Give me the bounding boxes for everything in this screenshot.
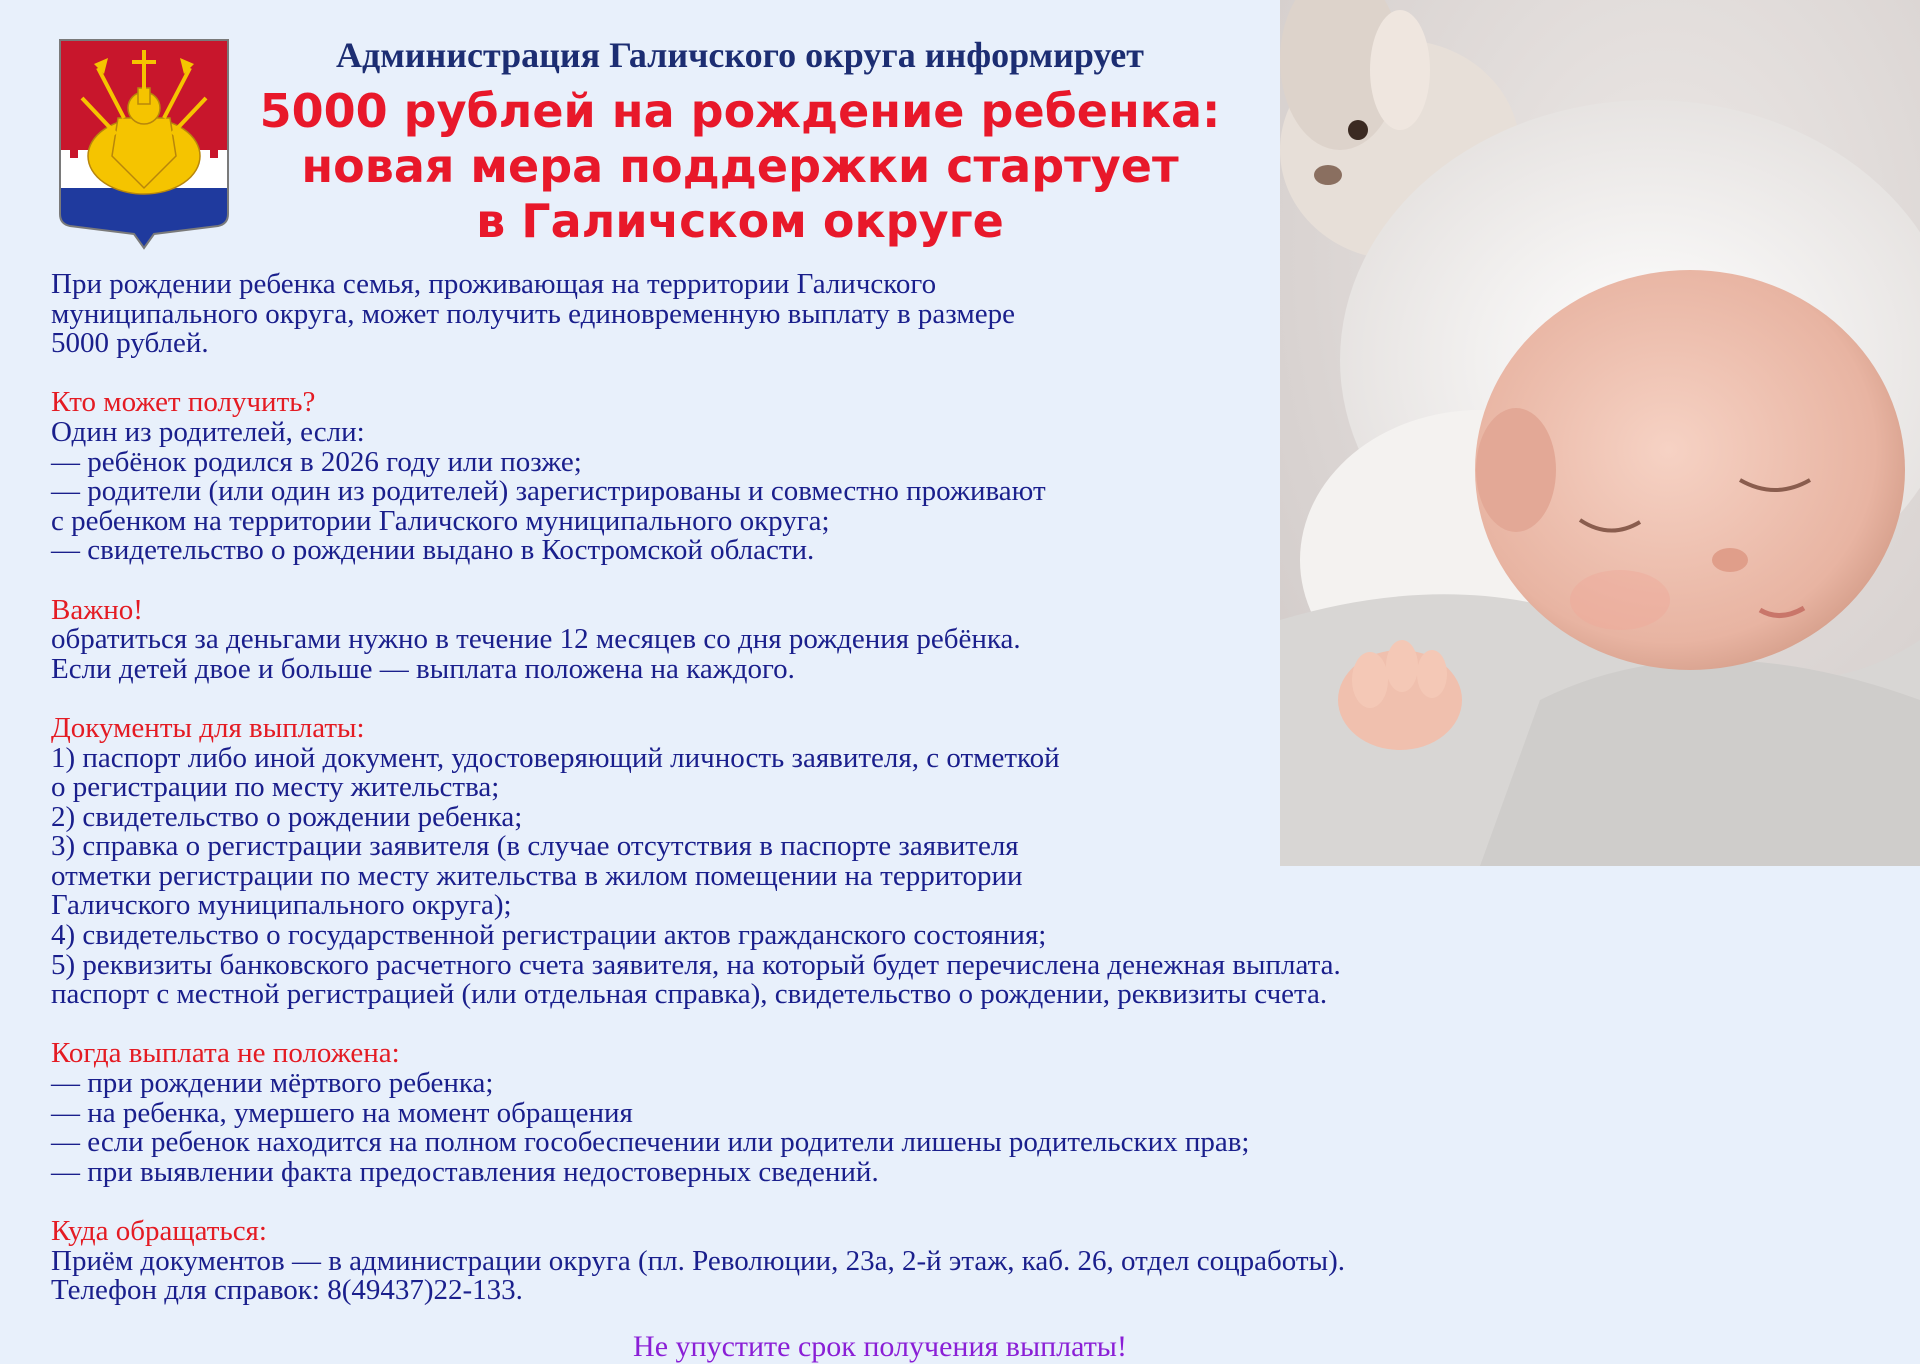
where-line: Приём документов — в администрации округа (пл. Революции, 23а, 2-й этаж, каб. 26, отдел соцработы).	[51, 1244, 1345, 1277]
section-title-documents: Документы для выплаты:	[51, 711, 365, 744]
notice-body	[51, 270, 1621, 1306]
footer-reminder: Не упустите срок получения выплаты!	[633, 1330, 1127, 1363]
documents-line: о регистрации по месту жительства;	[51, 771, 500, 804]
documents-line: 2) свидетельство о рождении ребенка;	[51, 800, 523, 833]
intro-line: 5000 рублей.	[51, 327, 209, 360]
who-line: Один из родителей, если:	[51, 415, 365, 448]
section-title-where: Куда обращаться:	[51, 1215, 267, 1247]
coat-of-arms-icon	[58, 38, 230, 252]
documents-line: отметки регистрации по месту жительства в жилом помещении на территории	[51, 859, 1023, 892]
documents-line: Галичского муниципального округа);	[51, 889, 512, 922]
documents-line: 4) свидетельство о государственной регистрации актов гражданского состояния;	[51, 919, 1047, 952]
intro-line: муниципального округа, может получить единовременную выплату в размере	[51, 297, 1015, 330]
documents-line: 5) реквизиты банковского расчетного счета заявителя, на который будет перечислена денежная выплата.	[51, 948, 1341, 981]
documents-line: 1) паспорт либо иной документ, удостоверяющий личность заявителя, с отметкой	[51, 741, 1060, 774]
who-line: — ребёнок родился в 2026 году или позже;	[51, 445, 582, 478]
headline-line: 5000 рублей на рождение ребенка:	[259, 84, 1221, 138]
important-line: Если детей двое и больше — выплата положена на каждого.	[51, 652, 795, 685]
section-title-not-paid: Когда выплата не положена:	[51, 1037, 400, 1070]
headline	[240, 84, 1240, 249]
documents-line: паспорт с местной регистрацией (или отдельная справка), свидетельство о рождении, реквизиты счета.	[51, 978, 1328, 1011]
not-paid-line: — на ребенка, умершего на момент обращения	[51, 1096, 633, 1129]
section-title-who: Кто может получить?	[51, 386, 316, 419]
intro-line: При рождении ребенка семья, проживающая на территории Галичского	[51, 268, 937, 300]
not-paid-line: — если ребенок находится на полном гособеспечении или родители лишены родительских прав;	[51, 1126, 1250, 1159]
header-informs: Администрация Галичского округа информирует	[336, 35, 1144, 75]
not-paid-line: — при рождении мёртвого ребенка;	[51, 1067, 494, 1100]
who-line: — родители (или один из родителей) зарегистрированы и совместно проживают	[51, 475, 1046, 508]
not-paid-line: — при выявлении факта предоставления недостоверных сведений.	[51, 1155, 879, 1188]
where-line: Телефон для справок: 8(49437)22-133.	[51, 1274, 523, 1307]
who-line: — свидетельство о рождении выдано в Костромской области.	[51, 534, 815, 567]
headline-line: новая мера поддержки стартует	[301, 139, 1179, 193]
headline-line: в Галичском округе	[476, 194, 1004, 248]
who-line: с ребенком на территории Галичского муниципального округа;	[51, 504, 830, 537]
section-title-important: Важно!	[51, 593, 143, 626]
documents-line: 3) справка о регистрации заявителя (в случае отсутствия в паспорте заявителя	[51, 830, 1019, 863]
important-line: обратиться за деньгами нужно в течение 12 месяцев со дня рождения ребёнка.	[51, 623, 1021, 656]
